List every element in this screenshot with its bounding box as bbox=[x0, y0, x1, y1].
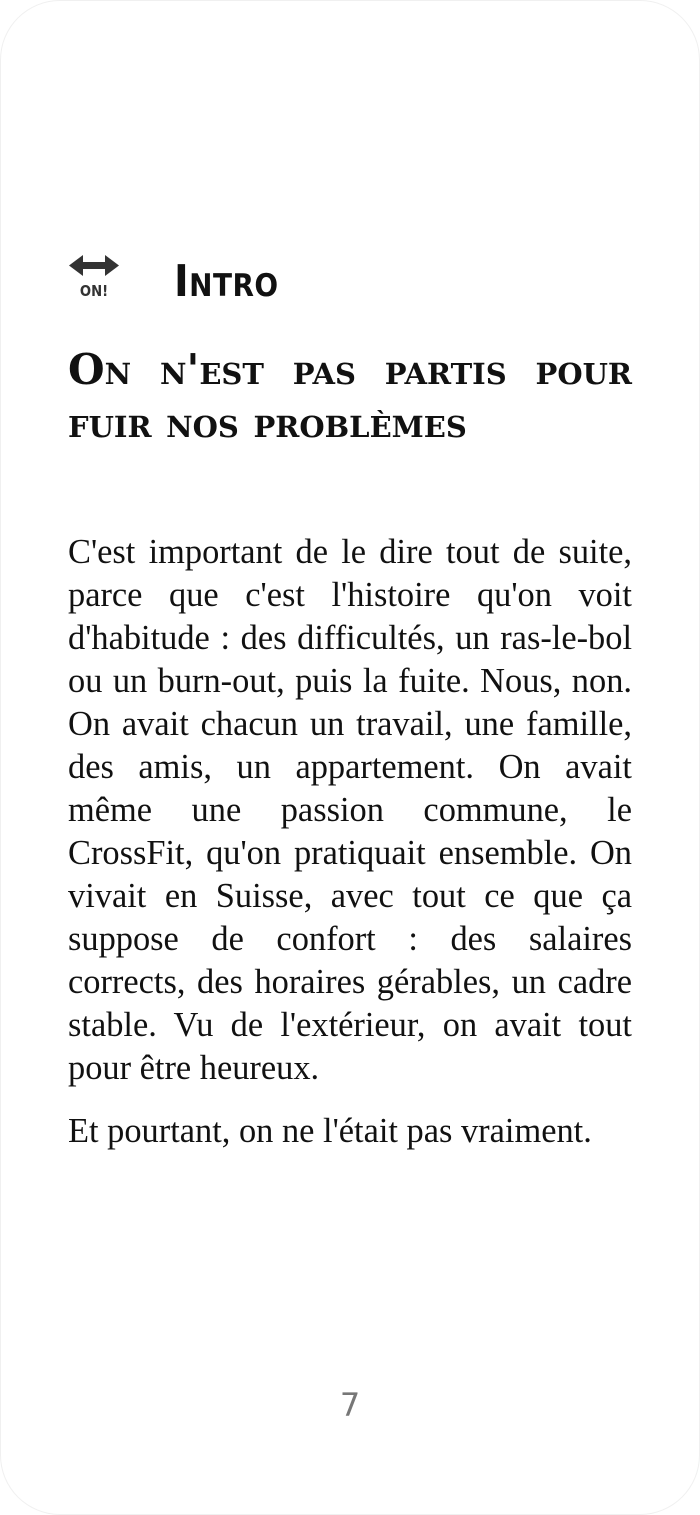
chapter-title: Intro bbox=[174, 256, 279, 307]
body-text bbox=[68, 531, 632, 1173]
logo-text: ON! bbox=[79, 282, 109, 300]
publisher-logo bbox=[68, 252, 120, 304]
paragraph: Et pourtant, on ne l'était pas vraiment. bbox=[68, 1112, 592, 1150]
section-title: On n'est pas partis pour fuir nos problèmes bbox=[68, 345, 632, 447]
page-number: 7 bbox=[339, 1386, 361, 1424]
paragraph: C'est important de le dire tout de suite, parce que c'est l'histoire qu'on voit d'habitude : des difficultés, un ras-le-bol ou un burn-out, puis la fuite. Nous, non. On avait chacun un travail, une famille, des amis, un appartement. On avait même une passion commune, le CrossFit, qu'on pratiquait ensemble. On vivait en Suisse, avec tout ce que ça suppose de confort : des salaires corrects, des horaires gérables, un cadre stable. Vu de l'extérieur, on avait tout pour être heureux. bbox=[68, 533, 632, 1087]
double-arrow-icon bbox=[68, 252, 120, 282]
chapter-header bbox=[68, 252, 632, 312]
